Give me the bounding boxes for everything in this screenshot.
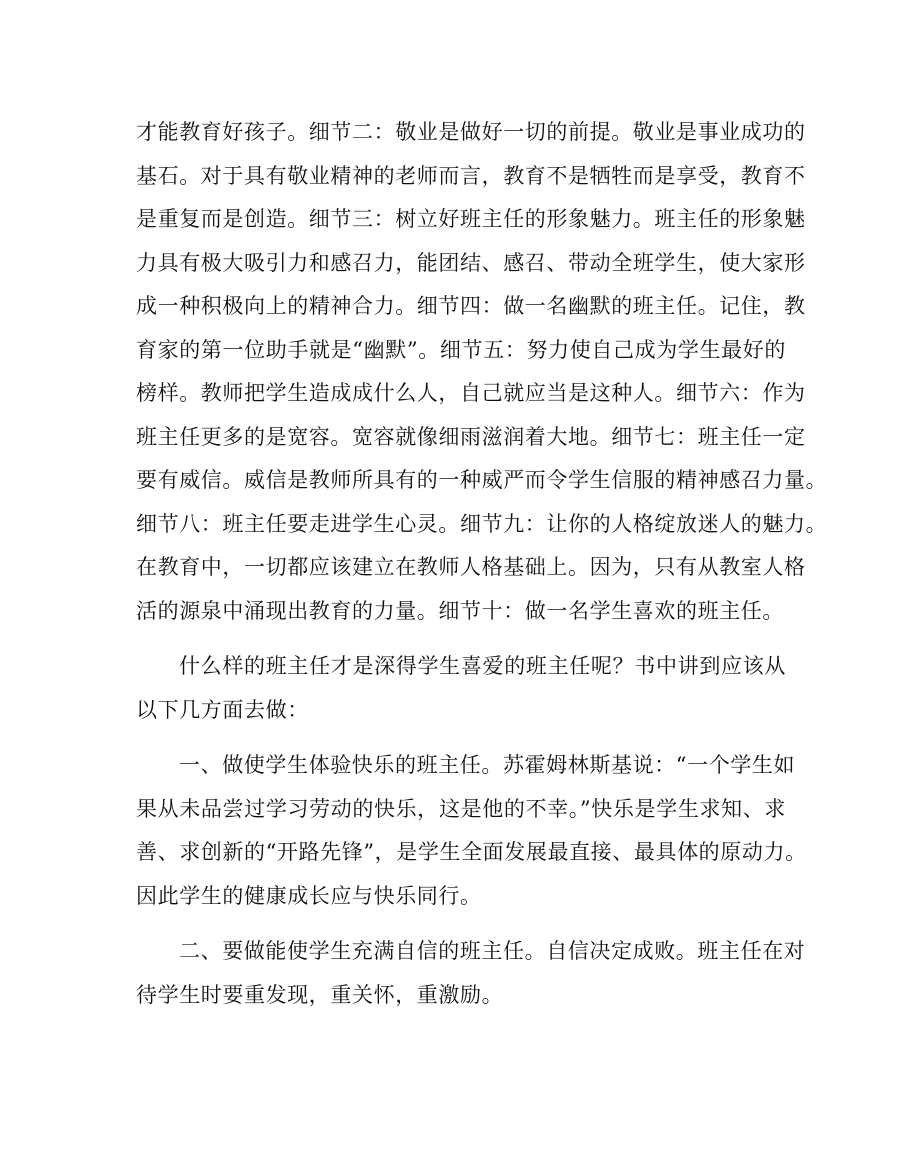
text-line: 班主任更多的是宽容。宽容就像细雨滋润着大地。细节七：班主任一定 [136,424,806,449]
text-line: 一、做使学生体验快乐的班主任。苏霍姆林斯基说：“一个学生如 [179,753,796,777]
paragraph-2 [136,645,786,732]
text-line: 果从未品尝过学习劳动的快乐，这是他的不幸。”快乐是学生求知、求 [136,796,786,821]
text-line: 善、求创新的“开路先锋”，是学生全面发展最直接、最具体的原动力。 [136,840,807,864]
text-line: 因此学生的健康成长应与快乐同行。 [136,883,482,908]
paragraph-1 [136,111,828,633]
text-line: 力具有极大吸引力和感召力，能团结、感召、带动全班学生，使大家形 [136,250,806,275]
text-line: 才能教育好孩子。细节二：敬业是做好一切的前提。敬业是事业成功的 [136,120,806,144]
text-line: 待学生时要重发现，重关怀，重激励。 [136,982,504,1007]
document-body [136,111,828,1017]
paragraph-spacing [136,732,786,744]
text-line: 基石。对于具有敬业精神的老师而言，教育不是牺牲而是享受，教育不 [136,163,806,188]
text-line: 榜样。教师把学生造成成什么人，自己就应当是这种人。细节六：作为 [136,381,806,405]
text-line: 成一种积极向上的精神合力。细节四：做一名幽默的班主任。记住，教 [136,294,806,318]
text-line: 什么样的班主任才是深得学生喜爱的班主任呢？书中讲到应该从 [179,654,786,678]
text-line: 要有威信。威信是教师所具有的一种威严而令学生信服的精神感召力量。 [136,468,828,492]
text-line: 活的源泉中涌现出教育的力量。细节十：做一名学生喜欢的班主任。 [136,598,784,623]
text-line: 细节八：班主任要走进学生心灵。细节九：让你的人格绽放迷人的魅力。 [136,511,828,536]
text-line: 是重复而是创造。细节三：树立好班主任的形象魅力。班主任的形象魅 [136,207,806,231]
text-line: 以下几方面去做： [136,697,309,722]
text-line: 二、要做能使学生充满自信的班主任。自信决定成败。班主任在对 [179,939,806,963]
paragraph-3 [136,744,807,918]
text-line: 育家的第一位助手就是“幽默”。细节五：努力使自己成为学生最好的 [136,337,786,362]
paragraph-spacing [136,633,786,645]
text-line: 在教育中，一切都应该建立在教师人格基础上。因为，只有从教室人格 [136,555,806,579]
paragraph-spacing [136,918,786,930]
paragraph-4 [136,930,806,1017]
